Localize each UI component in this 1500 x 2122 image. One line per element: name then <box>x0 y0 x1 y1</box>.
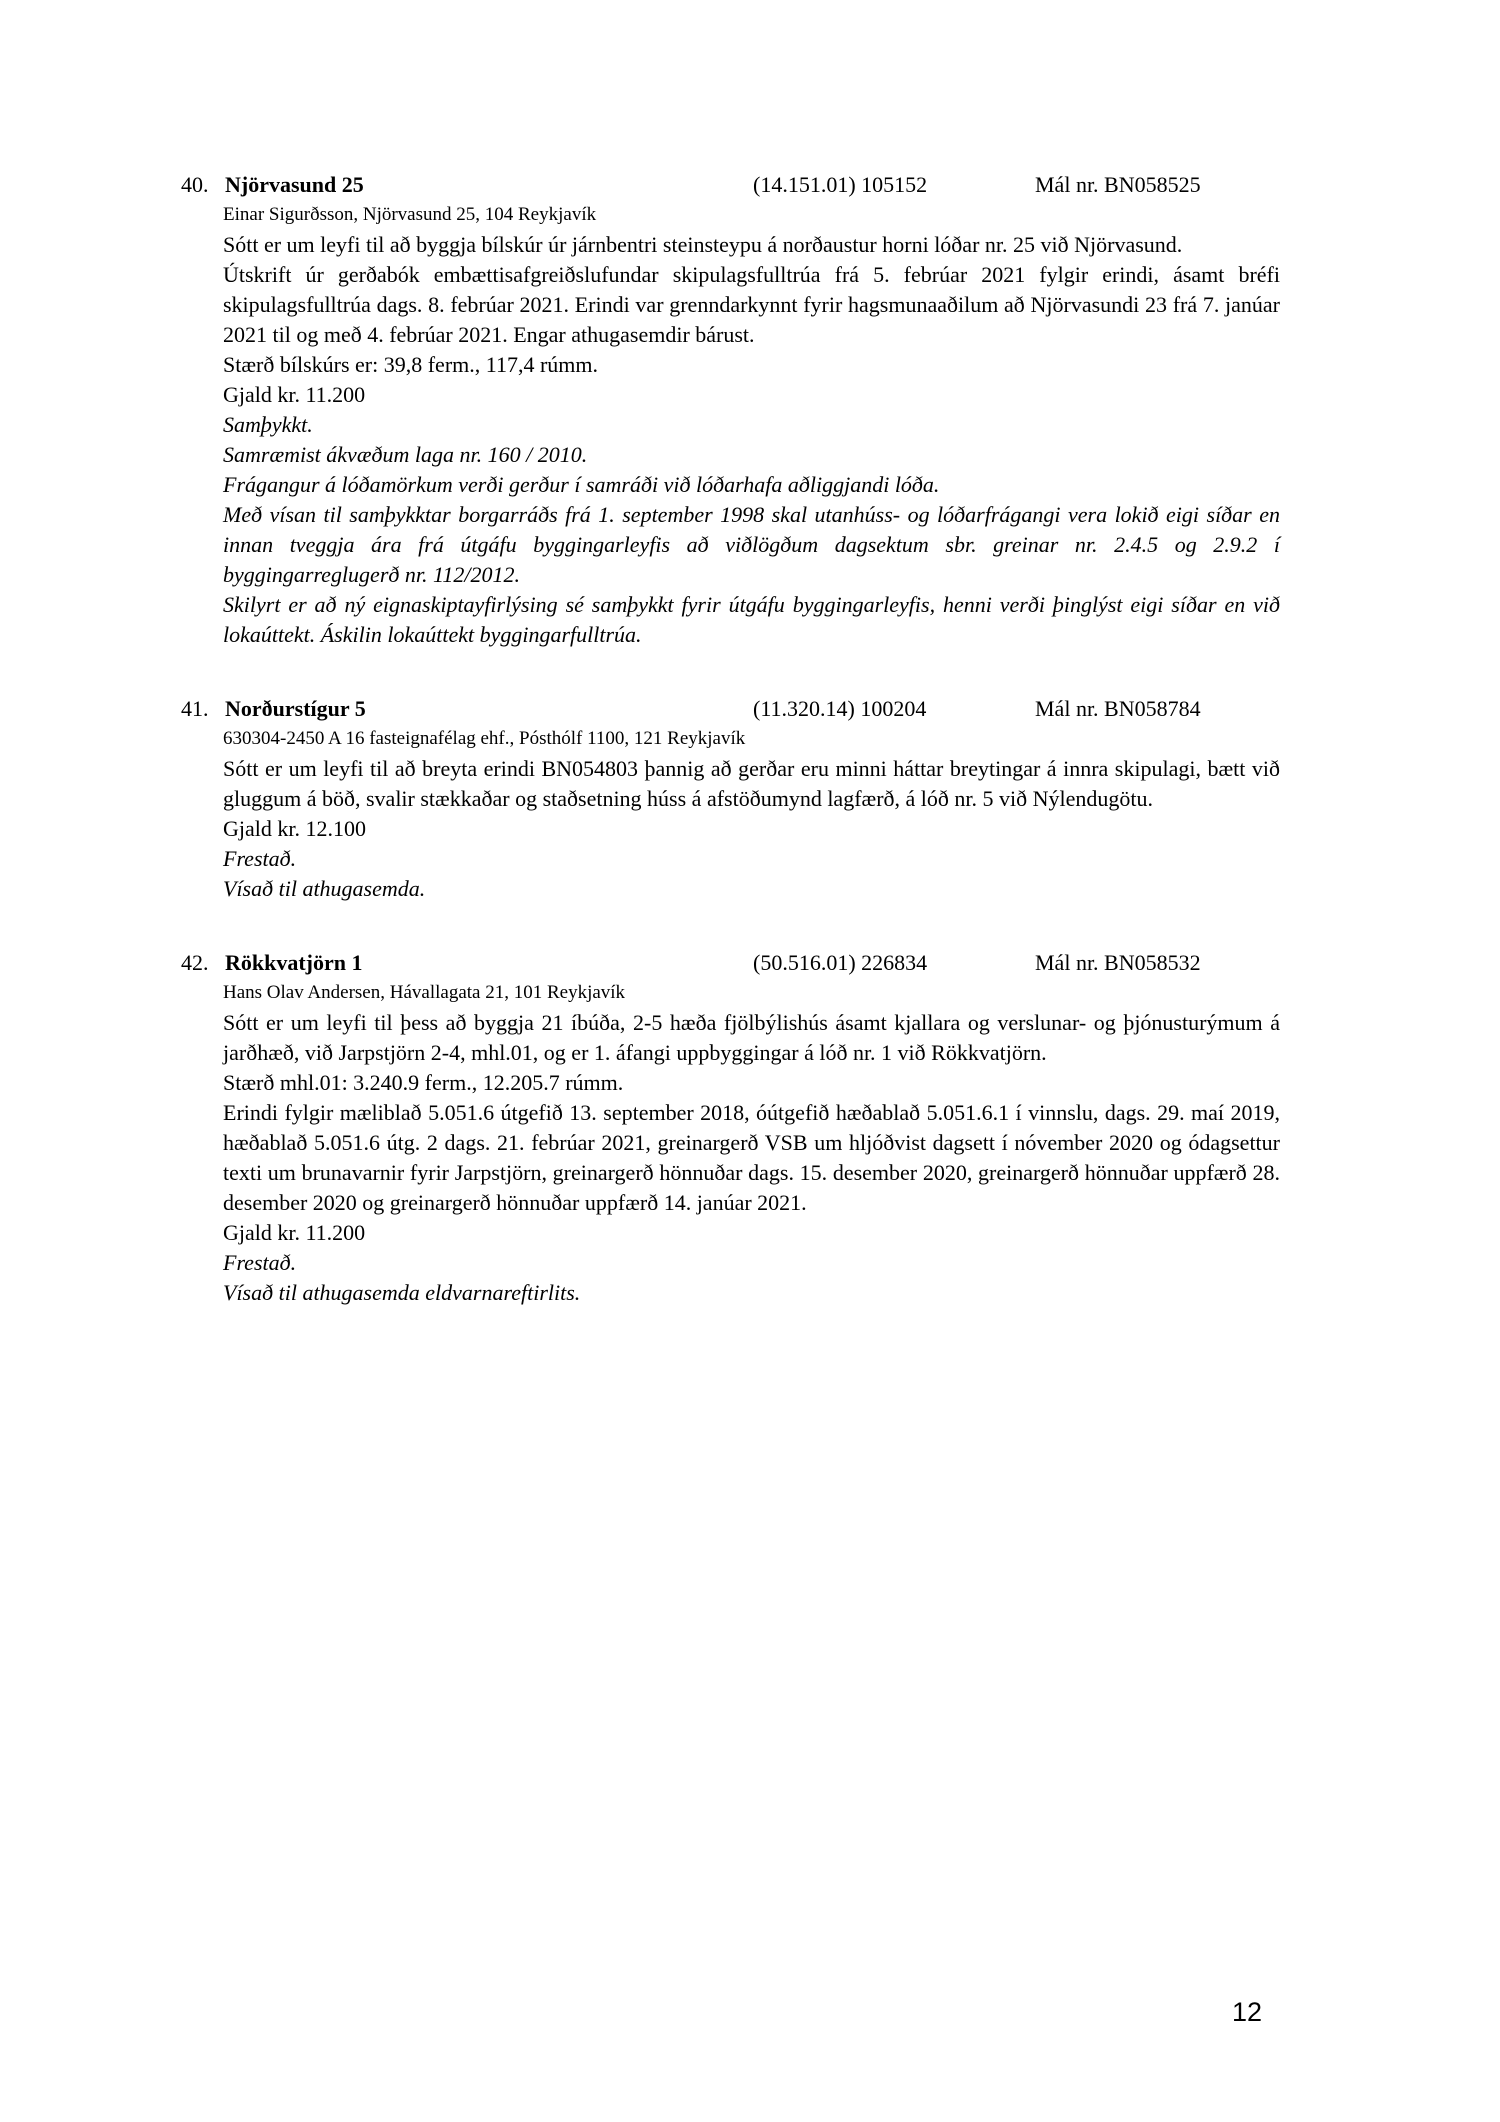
decision-paragraph: Samþykkt. <box>223 412 313 437</box>
item-paragraphs <box>223 1008 1280 1308</box>
body-paragraph: Gjald kr. 11.200 <box>223 382 366 407</box>
body-paragraph: Sótt er um leyfi til þess að byggja 21 íbúða, 2-5 hæða fjölbýlishús ásamt kjallara og verslunar- og þjónusturýmum á jarðhæð, við Jarpstjörn 2-4, mhl.01, og er 1. áfangi uppbyggingar á lóð nr. 1 við Rökkvatjörn. <box>223 1010 1280 1065</box>
body-paragraph: Gjald kr. 12.100 <box>223 816 366 841</box>
item-paragraphs <box>223 754 1280 904</box>
decision-paragraph: Vísað til athugasemda. <box>223 876 426 901</box>
item-case-number: Mál nr. BN058532 <box>1035 950 1201 975</box>
item-applicant: 630304-2450 A 16 fasteignafélag ehf., Pósthólf 1100, 121 Reykjavík <box>223 728 746 749</box>
decision-paragraph: Samræmist ákvæðum laga nr. 160 / 2010. <box>223 442 588 467</box>
item-case-number: Mál nr. BN058784 <box>1035 696 1201 721</box>
decision-paragraph: Vísað til athugasemda eldvarnareftirlits. <box>223 1280 581 1305</box>
item-case-number: Mál nr. BN058525 <box>1035 172 1201 197</box>
body-paragraph: Gjald kr. 11.200 <box>223 1220 366 1245</box>
item-number: 41. <box>181 696 209 721</box>
agenda-items <box>181 170 1280 1352</box>
item-header <box>181 694 1280 724</box>
item-applicant: Einar Sigurðsson, Njörvasund 25, 104 Reykjavík <box>223 204 597 225</box>
decision-paragraph: Með vísan til samþykktar borgarráðs frá 1. september 1998 skal utanhúss- og lóðarfrágangi vera lokið eigi síðar en innan tveggja ára frá útgáfu byggingarleyfis að viðlögðum dagsektum sbr. greinar nr. 2.4.5 og 2.9.2 í byggingarreglugerð nr. 112/2012. <box>223 502 1280 587</box>
item-reference: (14.151.01) 105152 <box>753 172 928 197</box>
body-paragraph: Stærð mhl.01: 3.240.9 ferm., 12.205.7 rúmm. <box>223 1070 624 1095</box>
body-paragraph: Útskrift úr gerðabók embættisafgreiðslufundar skipulagsfulltrúa frá 5. febrúar 2021 fylgir erindi, ásamt bréfi skipulagsfulltrúa dags. 8. febrúar 2021. Erindi var grenndarkynnt fyrir hagsmunaaðilum að Njörvasundi 23 frá 7. janúar 2021 til og með 4. febrúar 2021. Engar athugasemdir bárust. <box>223 262 1280 347</box>
decision-paragraph: Frestað. <box>223 846 297 871</box>
item-title: Rökkvatjörn 1 <box>225 950 363 975</box>
agenda-item <box>181 170 1280 650</box>
item-number: 40. <box>181 172 209 197</box>
agenda-item <box>181 694 1280 904</box>
body-paragraph: Erindi fylgir mæliblað 5.051.6 útgefið 13. september 2018, óútgefið hæðablað 5.051.6.1 í vinnslu, dags. 29. maí 2019, hæðablað 5.051.6 útg. 2 dags. 21. febrúar 2021, greinargerð VSB um hljóðvist dagsett í nóvember 2020 og ódagsettur texti um brunavarnir fyrir Jarpstjörn, greinargerð hönnuðar dags. 15. desember 2020, greinargerð hönnuðar uppfærð 28. desember 2020 og greinargerð hönnuðar uppfærð 14. janúar 2021. <box>223 1100 1280 1215</box>
item-header <box>181 948 1280 978</box>
body-paragraph: Stærð bílskúrs er: 39,8 ferm., 117,4 rúmm. <box>223 352 598 377</box>
item-title: Norðurstígur 5 <box>225 696 366 721</box>
decision-paragraph: Frágangur á lóðamörkum verði gerður í samráði við lóðarhafa aðliggjandi lóða. <box>223 472 940 497</box>
item-reference: (50.516.01) 226834 <box>753 950 928 975</box>
item-title: Njörvasund 25 <box>225 172 364 197</box>
agenda-item <box>181 948 1280 1308</box>
item-paragraphs <box>223 230 1280 650</box>
decision-paragraph: Frestað. <box>223 1250 297 1275</box>
item-header <box>181 170 1280 200</box>
body-paragraph: Sótt er um leyfi til að breyta erindi BN054803 þannig að gerðar eru minni háttar breytingar á innra skipulagi, bætt við gluggum á böð, svalir stækkaðar og staðsetning húss á afstöðumynd lagfærð, á lóð nr. 5 við Nýlendugötu. <box>223 756 1280 811</box>
item-applicant: Hans Olav Andersen, Hávallagata 21, 101 Reykjavík <box>223 982 626 1003</box>
decision-paragraph: Skilyrt er að ný eignaskiptayfirlýsing sé samþykkt fyrir útgáfu byggingarleyfis, henni verði þinglýst eigi síðar en við lokaúttekt. Áskilin lokaúttekt byggingarfulltrúa. <box>223 592 1280 647</box>
item-number: 42. <box>181 950 209 975</box>
item-reference: (11.320.14) 100204 <box>753 696 927 721</box>
page-number: 12 <box>1232 1997 1263 2027</box>
body-paragraph: Sótt er um leyfi til að byggja bílskúr úr járnbentri steinsteypu á norðaustur horni lóðar nr. 25 við Njörvasund. <box>223 232 1183 257</box>
